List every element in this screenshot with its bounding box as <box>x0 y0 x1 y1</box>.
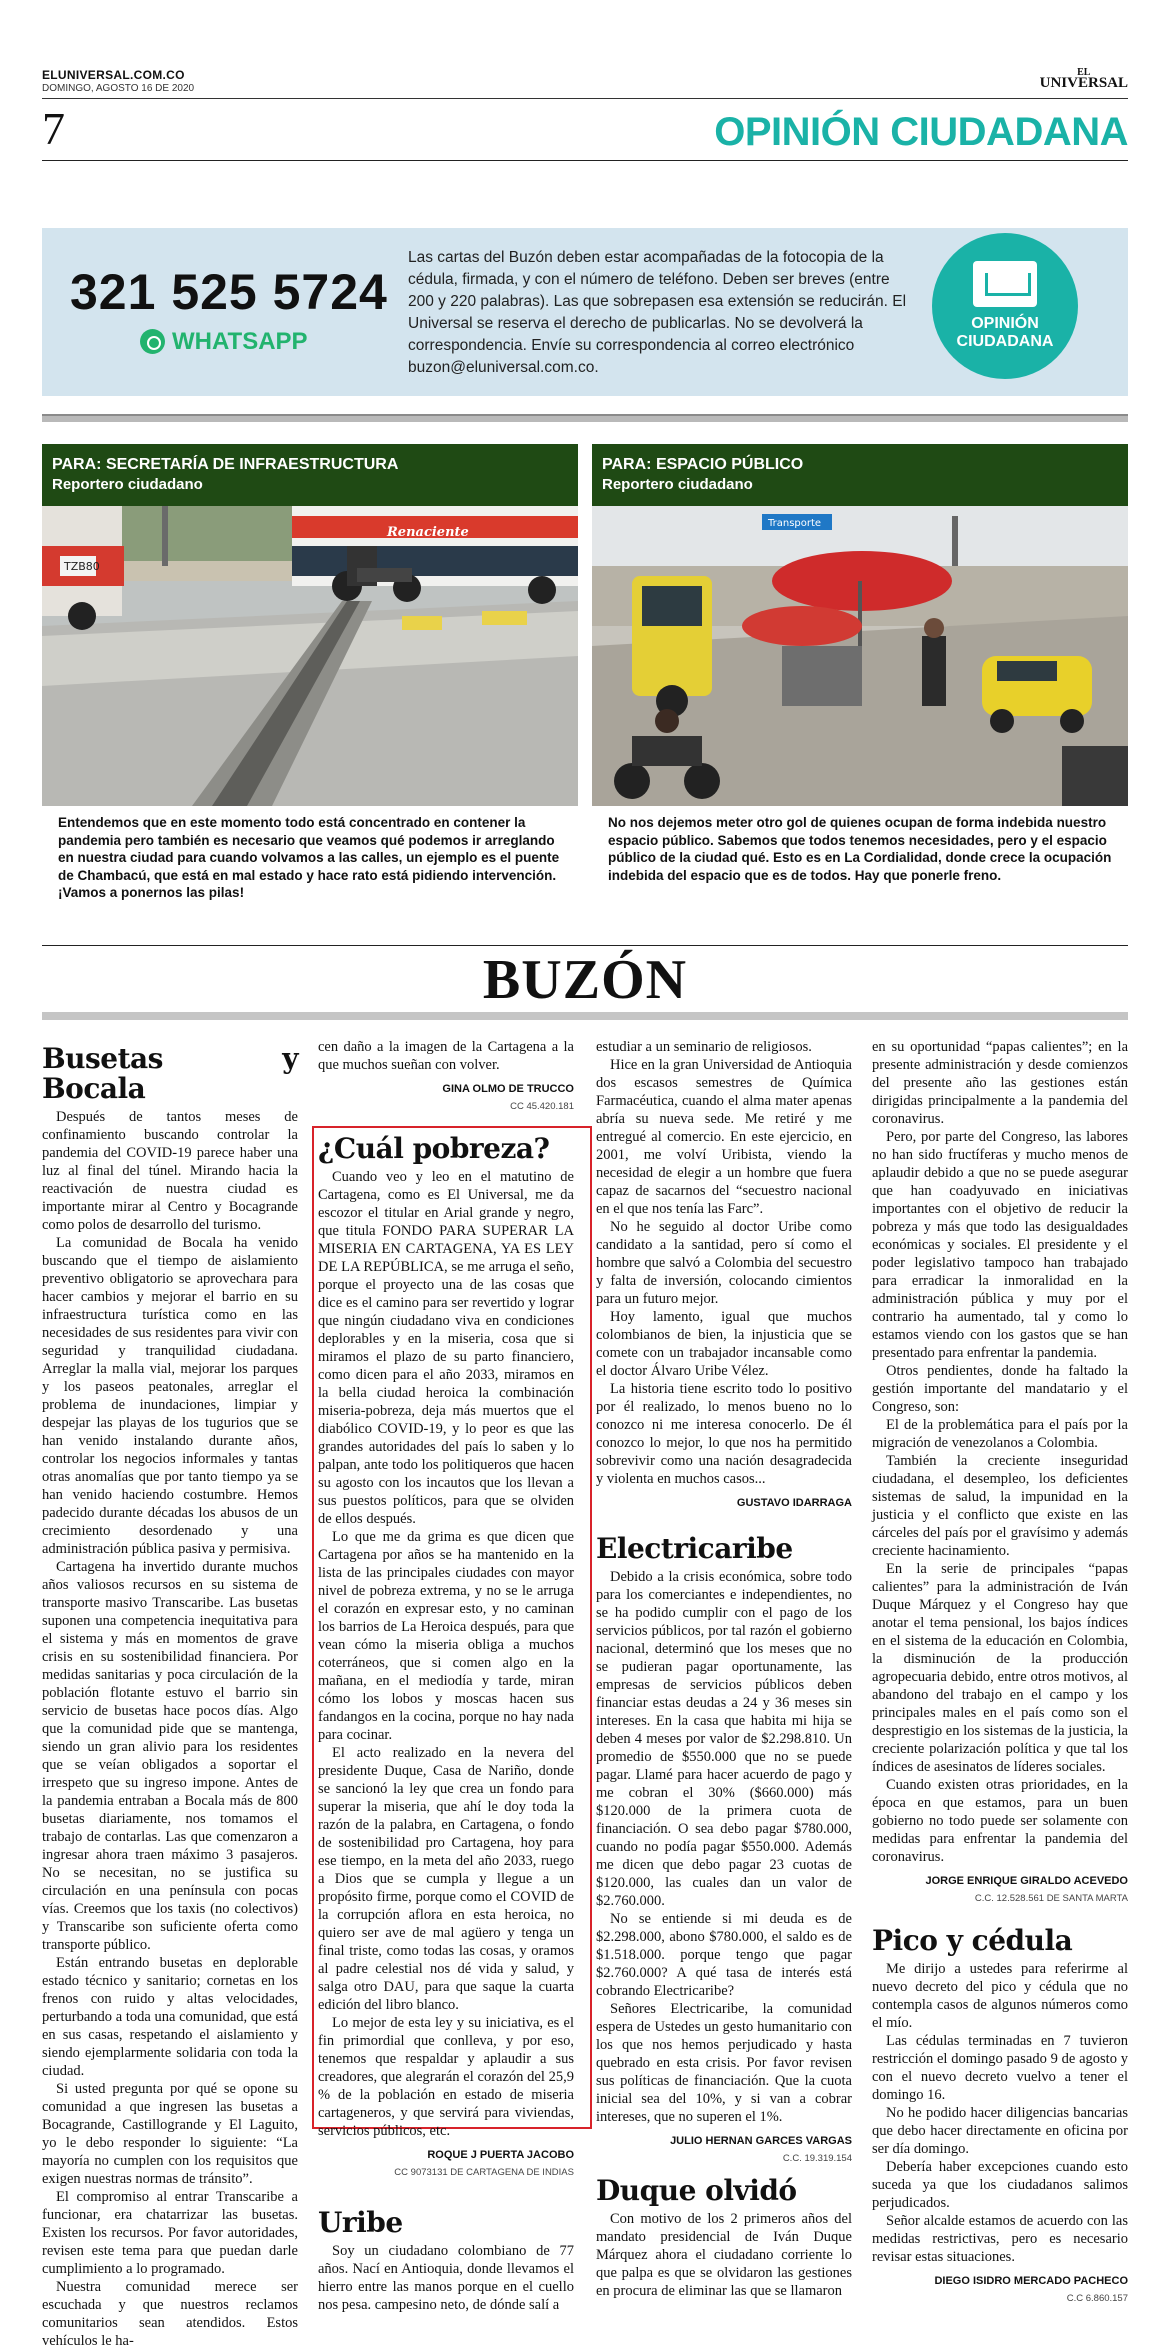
report-caption: No nos dejemos meter otro gol de quienes ocupan de forma indebida nuestro espacio público. Sabemos que todos tenemos necesidades, pero y el espacio público de la ciudad qué. Esto es en La Cordialidad, donde crece la ocupación indebida del espacio que es de todos. Hay que ponerle freno. <box>608 815 1112 883</box>
letter-title: Duque olvidó <box>596 2174 797 2207</box>
letter-title: ¿Cuál pobreza? <box>318 1132 550 1165</box>
report-to-label: PARA: <box>52 456 102 473</box>
paragraph: También la creciente inseguridad ciudadana, el desempleo, los deficientes sistemas de salud, la impunidad en la justicia y el conflicto que existe en las cárceles del país por el gravísimo y además creciente hacinamiento. <box>872 1453 1128 1559</box>
street-sign: Transporte <box>768 518 822 529</box>
street-photo-svg <box>592 506 1128 806</box>
paragraph: Soy un ciudadano colombiano de 77 años. Nací en Antioquia, donde llevamos el hierro entre las manos porque en el cuello nos pesa. campesino neto, de dónde salí a <box>318 2243 574 2313</box>
phone-number: 321 525 5724 <box>70 264 388 320</box>
buzon-top-rule <box>42 945 1128 946</box>
paragraph: Cartagena ha invertido durante muchos años valiosos recursos en su sistema de transporte masivo Transcaribe. Las busetas suponen una competencia inequitativa para el sistema y más en momentos de grave crisis en su sostenibilidad financiera. Por medidas sanitarias y poca circulación de la población flotante estuvo el barrio sin servicio de busetas hace pocos días. Algo que la comunidad pide que se mantenga, siendo un gran alivio para los residentes que se veían obligados a soportar el irrespeto que su ingreso impone. Antes de la pandemia entraban a Bocala más de 800 busetas diariamente, nos tomamos el trabajo de contarlas. Las que comenzaron a ingresar ahora traen máximo 3 pasajeros. No se necesitan, no se justifica su circulación en una península con pocas vías. Creemos que los taxis (no colectivos) y Transcaribe son suficiente oferta como transporte público. <box>42 1559 298 1953</box>
report-photo-street <box>592 506 1128 806</box>
report-card-espacio-publico <box>592 444 1128 892</box>
divider-band <box>42 414 1128 422</box>
logo-bottom: UNIVERSAL <box>1039 75 1128 91</box>
whatsapp-label: WHATSAPP <box>172 328 308 355</box>
paragraph: Con motivo de los 2 primeros años del mandato presidencial de Iván Duque Márquez ahora el ciudadano corriente lo que palpa es que se olvidaron las gestiones en procura de eliminar las que se llamaron <box>596 2211 852 2299</box>
paragraph: El compromiso al entrar Transcaribe a funcionar, era chatarrizar las busetas. Existen los recursos. Por favor autoridades, revisen este tema para que puedan darle cumplimiento a lo programado. <box>42 2189 298 2277</box>
buzon-band <box>42 1012 1128 1020</box>
paragraph: El acto realizado en la nevera del presidente Duque, Casa de Nariño, donde se sancionó la ley que crea un fondo para superar la miseria, que ahí le doy toda la razón de la palabra, en Cartagena, o fondo de sostenibilidad pro Cartagena, hoy para ese tiempo, en la meta del año 2033, ruego a Dios que se cumpla y llegue a un propósito firme, porque como el COVID de la corrupción aflora en esta heroica, no quiero ser ave de mal agüero y tenga un final triste, como todas las cosas, y oramos al padre celestial nos dé vida y salud, y salga otro DAU, para que saque la cuarta edición del libro blanco. <box>318 1745 574 2013</box>
paragraph: Debido a la crisis económica, sobre todo para los comerciantes e independientes, no se ha podido cumplir con el pago de los servicios públicos, por tal razón el gobierno nacional, determinó que los meses que no se pudieran pagar oportunamente, las empresas de servicios públicos deben financiar estas deudas a 24 y 36 meses sin intereses. En la casa que habita mi hija se deben 4 meses por valor de $2.298.810. Un promedio de $550.000 que no se puede pagar. Llamé para hacer acuerdo de pago y me cobran el 30% ($660.000) más $120.000 de la primera cuota de financiación. O sea debo pagar $780.000, cuando no podía pagar $550.000. Además me dicen que debo pagar 23 cuotas de $120.000, las cuales dan un valor de $2.760.000. <box>596 1569 852 1909</box>
page-number: 7 <box>42 103 65 154</box>
paragraph: Están entrando busetas en deplorable estado técnico y sanitario; cornetas en los frenos con ruido y altas velocidades, perturbando a toda una comunidad, que está en sus casas, respetando el aislamiento y siendo ejemplarmente solidaria con toda la ciudad. <box>42 1955 298 2079</box>
paragraph: estudiar a un seminario de religiosos. <box>596 1039 812 1055</box>
paragraph: Pero, por parte del Congreso, las labores no han sido fructíferas y mucho menos de aplaudir debido a que no se puede asegurar que han coadyuvado en iniciativas importantes con el objetivo de reducir la pobreza y más que todo las desigualdades económicas y sociales. El presidente y el poder legislativo tampoco han trabajado para erradicar la inmoralidad en la administración pública y muy por el contrario ha aumentado, tal y como lo estamos viendo con los gastos que se han presentado para enfrentar la pandemia. <box>872 1129 1128 1361</box>
paragraph: Lo que me da grima es que dicen que Cartagena por años se ha mantenido en la lista de las principales ciudades con mayor nivel de pobreza extrema, y no se le arruga el corazón en expresar esto, y no caminan los barrios de La Heroica después, para que vean cómo la miseria obliga a muchos coterráneos, que si comen algo en la mañana, en el mediodía y tarde, miran cómo los lobos y moscas hacen sus fandangos en la cocina, porque no hay nada para cocinar. <box>318 1529 574 1743</box>
whatsapp-icon <box>140 329 165 354</box>
badge-line2: CIUDADANA <box>956 333 1054 350</box>
column-4 <box>872 1038 1128 2312</box>
paragraph: Cuando veo y leo en el matutino de Cartagena, como es El Universal, me da escozor el titular en Arial grande y negro, que titula FONDO PARA SUPERAR LA MISERIA EN CARTAGENA, YA ES LEY DE LA REPÚBLICA, se me arruga el seño, porque el proyecto una de las cosas que dice es el camino para ser revertido y lograr que ningún ciudadano viva en condiciones deplorables y en la miseria, cosa que si miramos el plazo de su parto financiero, como dicen para el año 2033, miramos en la bella ciudad heroica la combinación miseria-pobreza, deja más muertos que el diabólico COVID-19, y lo peor es que las grandes autoridades del país lo saben y lo palpan, ante todo los politiqueros que hacen su agosto con los incautos que los llevan a sus puestos políticos, para que se olviden de ellos después. <box>318 1169 574 1527</box>
paragraph: Hice en la gran Universidad de Antioquia dos escasos semestres de Química Farmacéutica, cuando el alma mater apenas abría su nueva sede. Me retiré y me entregué al comercio. En este ejercicio, en 2001, me volví Uribista, viendo la necesidad de elegir a un hombre que fuera capaz de sacarnos del “secuestro nacional en el que nos tenía las Farc”. <box>596 1057 852 1217</box>
paragraph: Debería haber excepciones cuando esto suceda ya que los ciudadanos salimos perjudicados. <box>872 2159 1128 2211</box>
paragraph: Nuestra comunidad merece ser escuchada y que nuestros reclamos comunitarios sean atendidos. Estos vehículos le ha- <box>42 2279 298 2348</box>
paragraph: en su oportunidad “papas calientes”; en la presente administración y desde comienzos del presente año las gestiones están dirigidas principalmente a la pandemia del coronavirus. <box>872 1039 1128 1127</box>
badge-line1: OPINIÓN <box>971 315 1039 332</box>
id-number: C.C 6.860.157 <box>1066 2293 1128 2304</box>
submission-rules: Las cartas del Buzón deben estar acompañadas de la fotocopia de la cédula, firmada, y con el número de teléfono. Deben ser breves (entre 200 y 220 palabras). Las que sobrepasen esa extensión se reducirán. El Universal se reserva el derecho de publicarlas. No se devolverá la correspondencia. Envíe su correspondencia al correo electrónico buzon@eluniversal.com.co. <box>408 249 907 376</box>
paragraph: Otros pendientes, donde ha faltado la gestión importante del mandatario y el Congreso, son: <box>872 1363 1128 1415</box>
signature: GUSTAVO IDARRAGA <box>736 1497 852 1509</box>
report-sub: Reportero ciudadano <box>602 476 753 493</box>
paragraph: Señor alcalde estamos de acuerdo con las medidas restrictivas, pero es necesario revisar estas situaciones. <box>872 2213 1128 2265</box>
report-sub: Reportero ciudadano <box>52 476 203 493</box>
paragraph: La comunidad de Bocala ha venido buscando que el tiempo de aislamiento preventivo obligatorio se aprovechara para hacer cambios y mejorar el barrio en su infraestructura turística como en las necesidades de sus residentes para vivir con seguridad y tranquilidad ciudadana. Arreglar la malla vial, mejorar los parques y los paseos peatonales, arreglar el problema de inundaciones, limpiar y despejar las playas de los tugurios que se han venido instalando durante años, controlar los negocios informales y tantas otras anomalías que por tanto tiempo ya se han venido haciendo costumbre. Hemos padecido durante décadas los abusos de un crecimiento desordenado y una administración pública pasiva y permisiva. <box>42 1235 298 1557</box>
signature: DIEGO ISIDRO MERCADO PACHECO <box>934 2275 1128 2287</box>
report-header <box>592 444 1128 506</box>
id-number: CC 45.420.181 <box>510 1101 574 1112</box>
paragraph: No se entiende si mi deuda es de $2.298.000, abono $780.000, el saldo es de $1.518.000. porque tengo que pagar $2.760.000? A qué tasa de interés está cobrando Electricaribe? <box>596 1911 852 1999</box>
paragraph: No he podido hacer diligencias bancarias que debo hacer directamente en oficina por ser día domingo. <box>872 2105 1128 2157</box>
site-url: ELUNIVERSAL.COM.CO <box>42 68 185 82</box>
report-header <box>42 444 578 506</box>
id-number: CC 9073131 DE CARTAGENA DE INDIAS <box>394 2167 574 2178</box>
report-to: ESPACIO PÚBLICO <box>655 456 804 473</box>
paragraph: Si usted pregunta por qué se opone su comunidad a que ingresen las busetas a Bocagrande, Castillogrande y El Laguito, yo le debo responder lo siguiente: “La mayoría no cumplen con los requisitos que exigen nuestras normas de tránsito”. <box>42 2081 298 2187</box>
id-number: C.C. 19.319.154 <box>782 2153 852 2164</box>
letter-title: Electricaribe <box>596 1532 793 1565</box>
paragraph: Lo mejor de esta ley y su iniciativa, es el fin primordial que conlleva, y por eso, tenemos que respaldar y aplaudir a sus creadores, que alegrarán el corazón del 25,9 % de la población en estado de miseria cartageneros, y que servirá para viviendas, servicios públicos, etc. <box>318 2015 574 2139</box>
letter-title: Busetas y Bocala <box>42 1042 298 1105</box>
signature: GINA OLMO DE TRUCCO <box>442 1083 574 1095</box>
newspaper-logo <box>1040 68 1128 91</box>
report-caption: Entendemos que en este momento todo está concentrado en contener la pandemia pero también es necesario que veamos qué podemos ir arreglando en nuestra ciudad para cuando volvamos a las calles, un ejemplo es el puente de Chambacú, que está en mal estado y hace rato está pidiendo intervención. ¡Vamos a ponernos las pilas! <box>58 815 560 900</box>
paragraph: En la serie de principales “papas calientes” para la administración de Iván Duque Márquez y el Congreso hay que anotar el tema pensional, los bajos índices en el sistema de la educación en Colombia, la disminución de la producción agropecuaria debido, entre otros motivos, al abandono del trabajo en el campo y los principales males en el país como son el desprestigio en los sistemas de la justicia, la creciente polarización política y que tal los índices de asesinatos de líderes sociales. <box>872 1561 1128 1775</box>
paragraph: El de la problemática para el país por la migración de venezolanos a Colombia. <box>872 1417 1128 1451</box>
id-number: C.C. 12.528.561 DE SANTA MARTA <box>974 1893 1128 1904</box>
signature: JULIO HERNAN GARCES VARGAS <box>670 2135 852 2147</box>
envelope-icon <box>973 261 1037 307</box>
opinion-badge <box>932 233 1078 379</box>
column-1 <box>42 1040 298 2348</box>
section-rule <box>42 160 1128 161</box>
paragraph: No he seguido al doctor Uribe como candidato a la santidad, pero sí como el hombre que salvó a Colombia del secuestro y falta de inversión, colocando cimientos para un futuro mejor. <box>596 1219 852 1307</box>
paragraph: La historia tiene escrito todo lo positivo por él realizado, lo menos bueno no lo conozco ni me interesa conocerlo. De él conozco lo mejor, lo que nos ha permitido sobrevivir como una nación desagradecida y violenta en muchos casos... <box>596 1381 852 1487</box>
buzon-title: BUZÓN <box>482 949 688 1011</box>
column-3 <box>596 1038 852 2300</box>
report-to: SECRETARÍA DE INFRAESTRUCTURA <box>105 456 399 473</box>
letter-title: Uribe <box>318 2206 403 2239</box>
section-title: OPINIÓN CIUDADANA <box>714 110 1128 154</box>
paragraph: Me dirijo a ustedes para referirme al nuevo decreto del pico y cédula que no contempla casos de algunos números como el mío. <box>872 1961 1128 2031</box>
report-photo-bridge <box>42 506 578 806</box>
paragraph: Hoy lamento, igual que muchos colombianos de bien, la injusticia que se comete con un trabajador incansable como el doctor Álvaro Uribe Vélez. <box>596 1309 852 1379</box>
header-rule <box>42 98 1128 99</box>
paragraph: Señores Electricaribe, la comunidad espera de Ustedes un gesto humanitario con los que nos hemos perjudicado y hasta quebrado en esta crisis. Por favor revisen sus políticas de financiación. Que la cuota inicial sea del 10%, y si van a cobrar intereses, que no superen el 1%. <box>596 2001 852 2125</box>
paragraph: Después de tantos meses de confinamiento buscando controlar la pandemia del COVID-19 parece haber una luz al final del túnel. Mirando hacia la reactivación de nuestra ciudad es importante mirar al Centro y Bocagrande como polos de desarrollo del turismo. <box>42 1109 298 1233</box>
report-card-infraestructura <box>42 444 578 910</box>
bus-sign: Renaciente <box>387 525 469 540</box>
issue-date: DOMINGO, AGOSTO 16 DE 2020 <box>42 83 195 94</box>
paragraph: cen daño a la imagen de la Cartagena a la que muchos sueñan con volver. <box>318 1039 574 1073</box>
paragraph: Las cédulas terminadas en 7 tuvieron restricción el domingo pasado 9 de agosto y con el nuevo decreto vuelvo a tener el domingo 16. <box>872 2033 1128 2103</box>
paragraph: Cuando existen otras prioridades, en la época en que estamos, para un buen gobierno no todo puede ser solamente con medidas para enfrentar la pandemia del coronavirus. <box>872 1777 1128 1865</box>
column-2 <box>318 1038 574 2314</box>
report-to-label: PARA: <box>602 456 652 473</box>
signature: ROQUE J PUERTA JACOBO <box>427 2149 574 2161</box>
logo-top: EL <box>1077 67 1091 78</box>
letter-title: Pico y cédula <box>872 1924 1073 1957</box>
signature: JORGE ENRIQUE GIRALDO ACEVEDO <box>925 1875 1128 1887</box>
bus-plate: TZB80 <box>64 560 100 573</box>
bridge-photo-svg <box>42 506 578 806</box>
